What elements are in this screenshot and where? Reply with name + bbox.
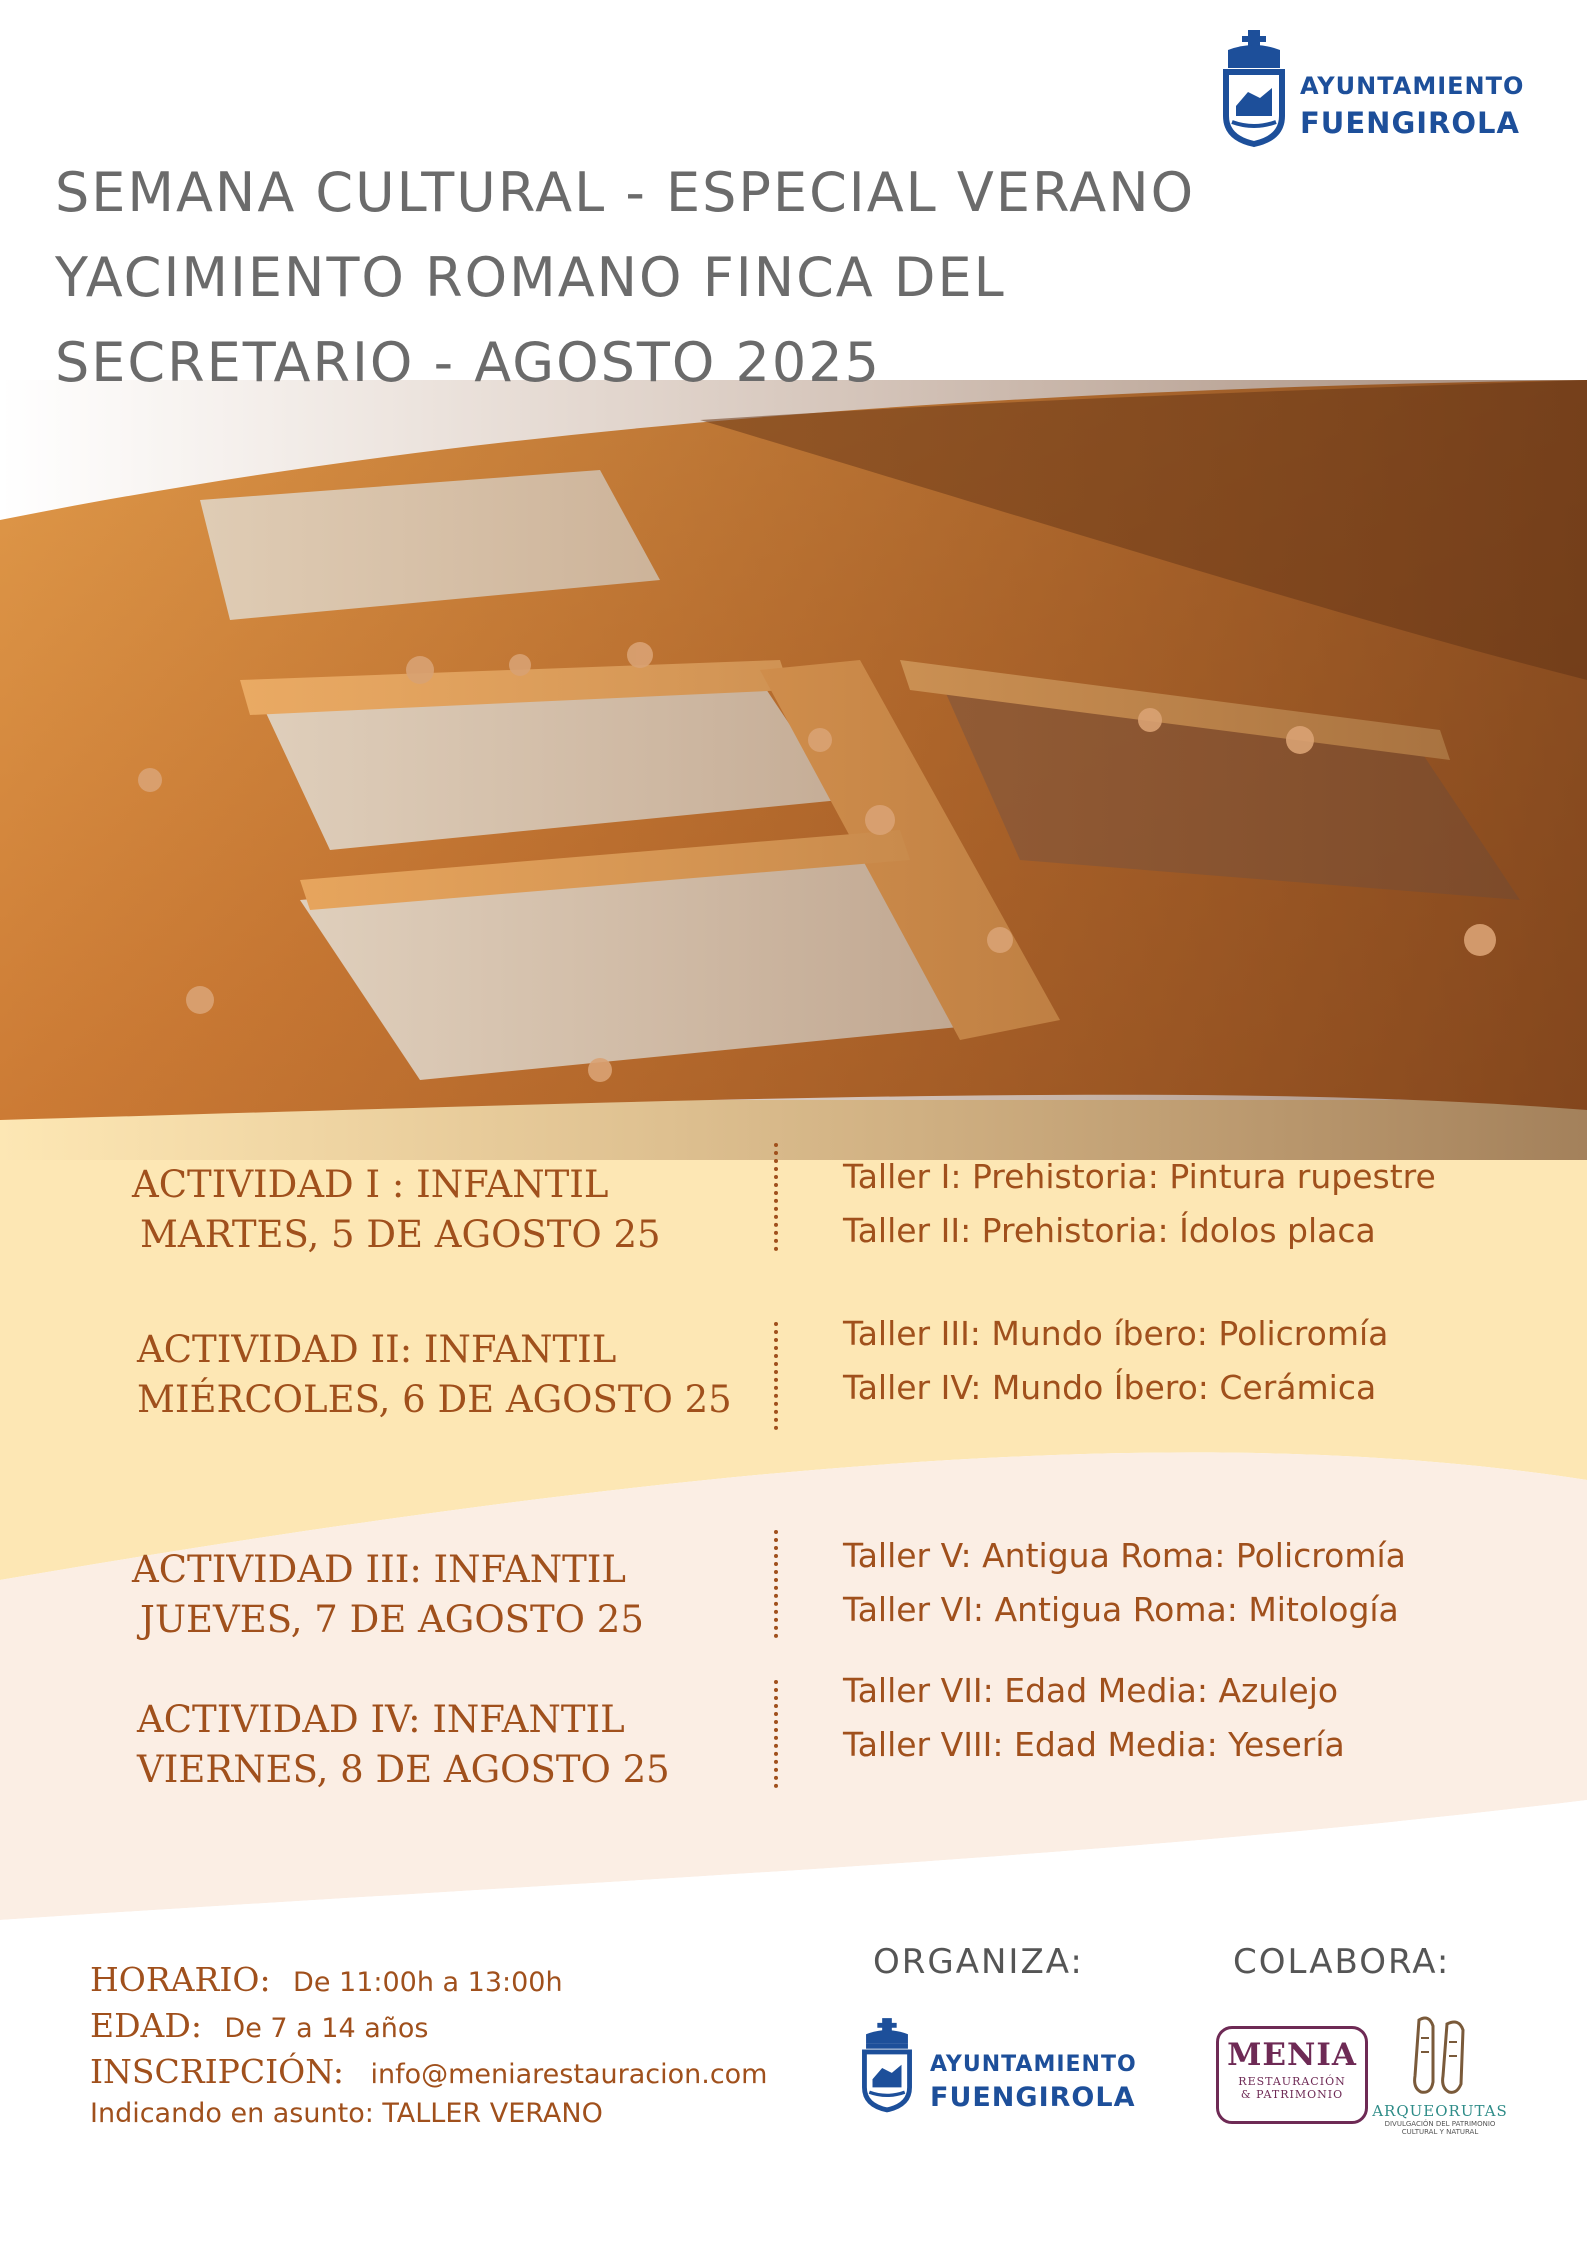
page-title <box>55 150 1305 405</box>
horario-label: HORARIO: <box>90 1960 271 1999</box>
organiza-line-1: AYUNTAMIENTO <box>930 2052 1137 2077</box>
arqueorutas-sub-1: DIVULGACIÓN DEL PATRIMONIO <box>1384 2120 1496 2128</box>
title-line-2: YACIMIENTO ROMANO FINCA DEL <box>55 246 1006 309</box>
inscripcion-email[interactable]: info@meniarestauracion.com <box>370 2059 768 2090</box>
logo-line-2: FUENGIROLA <box>1300 106 1520 140</box>
taller-8: Taller VIII: Edad Media: Yesería <box>843 1725 1345 1764</box>
separator <box>774 1322 778 1430</box>
separator <box>774 1530 778 1638</box>
inscripcion-row <box>90 2052 767 2091</box>
asunto-note: Indicando en asunto: TALLER VERANO <box>90 2098 603 2129</box>
menia-logo <box>1216 2026 1368 2124</box>
activity-4-date: VIERNES, 8 DE AGOSTO 25 <box>137 1748 670 1791</box>
taller-6: Taller VI: Antigua Roma: Mitología <box>843 1590 1399 1629</box>
taller-3: Taller III: Mundo íbero: Policromía <box>843 1314 1389 1353</box>
menia-sub-1: RESTAURACIÓN <box>1238 2075 1346 2088</box>
taller-7: Taller VII: Edad Media: Azulejo <box>843 1671 1339 1710</box>
activity-4-name: ACTIVIDAD IV: INFANTIL <box>137 1698 625 1741</box>
organiza-label: ORGANIZA: <box>873 1942 1084 1982</box>
title-line-3: SECRETARIO - AGOSTO 2025 <box>55 331 881 394</box>
colabora-label: COLABORA: <box>1233 1942 1451 1982</box>
separator <box>774 1143 778 1251</box>
activity-3-name: ACTIVIDAD III: INFANTIL <box>132 1548 626 1591</box>
taller-2: Taller II: Prehistoria: Ídolos placa <box>843 1211 1376 1250</box>
title-line-1: SEMANA CULTURAL - ESPECIAL VERANO <box>55 161 1196 224</box>
horario-row <box>90 1960 563 1999</box>
menia-sub-2: & PATRIMONIO <box>1240 2088 1344 2101</box>
activity-3-date: JUEVES, 7 DE AGOSTO 25 <box>140 1598 644 1641</box>
archaeological-site-photo <box>0 380 1587 1160</box>
activity-1-name: ACTIVIDAD I : INFANTIL <box>132 1163 609 1206</box>
activity-1-date: MARTES, 5 DE AGOSTO 25 <box>140 1213 661 1256</box>
taller-5: Taller V: Antigua Roma: Policromía <box>843 1536 1406 1575</box>
activity-2-name: ACTIVIDAD II: INFANTIL <box>137 1328 617 1371</box>
menia-name: MENIA <box>1227 2037 1357 2073</box>
edad-row <box>90 2006 428 2045</box>
inscripcion-label: INSCRIPCIÓN: <box>90 2052 345 2091</box>
arqueorutas-logo <box>1370 2012 1510 2152</box>
arqueorutas-name: ARQUEORUTAS <box>1372 2102 1508 2120</box>
horario-value: De 11:00h a 13:00h <box>293 1967 563 1998</box>
taller-1: Taller I: Prehistoria: Pintura rupestre <box>843 1157 1436 1196</box>
arqueorutas-sub-2: CULTURAL Y NATURAL <box>1401 2128 1479 2136</box>
activity-2-date: MIÉRCOLES, 6 DE AGOSTO 25 <box>137 1378 732 1421</box>
separator <box>774 1680 778 1788</box>
logo-line-1: AYUNTAMIENTO <box>1300 72 1525 100</box>
edad-value: De 7 a 14 años <box>224 2013 429 2044</box>
organiza-line-2: FUENGIROLA <box>930 2082 1136 2113</box>
ayuntamiento-logo <box>1218 26 1538 148</box>
edad-label: EDAD: <box>90 2006 202 2045</box>
footprints-icon <box>1405 2012 1475 2096</box>
taller-4: Taller IV: Mundo Íbero: Cerámica <box>843 1368 1377 1407</box>
coat-of-arms-icon <box>858 2010 916 2118</box>
coat-of-arms-icon <box>1218 26 1290 148</box>
